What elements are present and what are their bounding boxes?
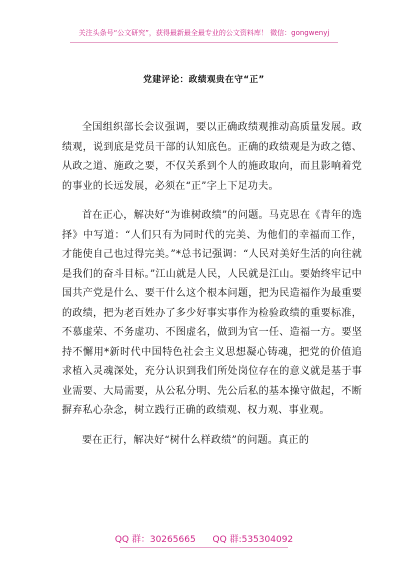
header-notice: 关注头条号“公文研究”，获得最新最全最专业的公文资料库！ 微信：gongwenyj [78, 29, 330, 37]
footer-contacts [0, 532, 408, 545]
paragraph: 要在正行，解决好“树什么样政绩”的问题。真正的 [82, 434, 310, 446]
footer-divider [120, 547, 288, 548]
footer-qq-group-1: QQ 群：30265665 [114, 535, 196, 545]
header-divider [70, 42, 338, 43]
document-body [62, 118, 362, 450]
document-title: 党建评论：政绩观贵在守“正” [143, 75, 265, 85]
paragraph: 全国组织部长会议强调，要以正确政绩观推动高质量发展。政绩观，说到底是党员干部的认知底色。正确的政绩观是为政之德、从政之道、施政之要，不仅关系到个人的施政取向，而且影响着党的事业的长远发展，必须在“正”字上下足功夫。 [62, 122, 362, 192]
footer-qq-group-2: QQ 群:535304092 [212, 535, 294, 545]
paragraph: 首在正心，解决好“为谁树政绩”的问题。马克思在《青年的选择》中写道：“人们只有为同时代的完美、为他们的幸福而工作，才能使自己也过得完美。”*总书记强调：“人民对美好生活的向往就是我们的奋斗目标。”江山就是人民，人民就是江山。要始终牢记中国共产党是什么、要干什么这个根本问题，把为民造福作为最重要的政绩，把为老百姓办了多少好事实事作为检验政绩的重要标准，不慕虚荣、不务虚功、不图虚名，做到为官一任、造福一方。要坚持不懈用*新时代中国特色社会主义思想凝心铸魂，把党的价值追求植入灵魂深处，充分认识到我们所处岗位存在的意义就是基于事业需要、大局需要，从公私分明、先公后私的基本操守做起，不断摒弃私心杂念，树立践行正确的政绩观、权力观、事业观。 [62, 210, 362, 416]
